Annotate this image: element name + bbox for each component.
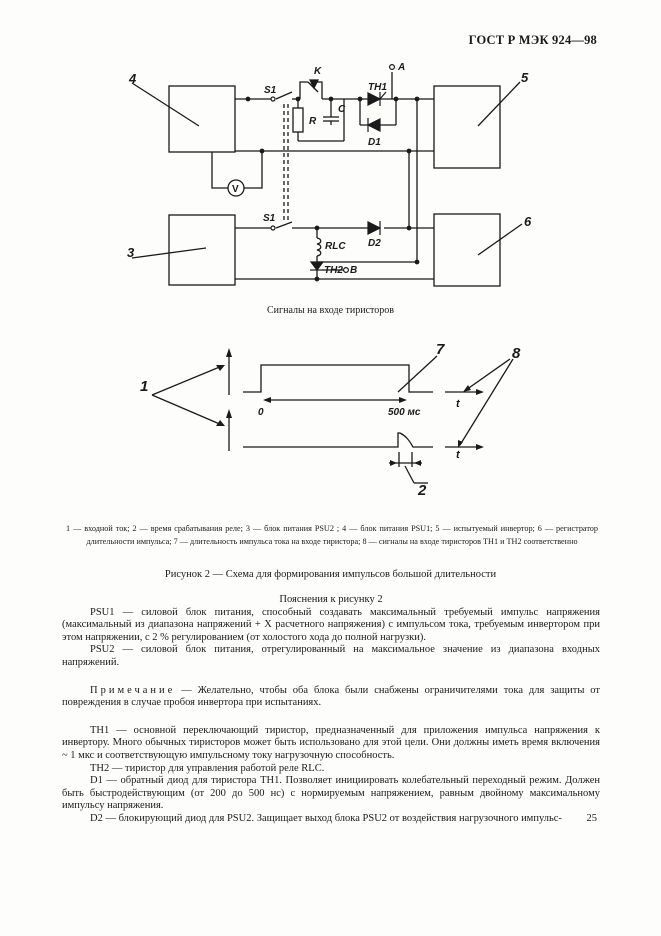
note-text: — Желательно, чтобы оба блока были снабжены ограничителями тока для защиты от повреждения в случае пробоя инвертора при испытаниях. [62, 684, 600, 709]
explanation-th2: TH2 — тиристор для управления работой реле RLC. [90, 762, 325, 774]
figure-legend: 1 — входной ток; 2 — время срабатывания реле; 3 — блок питания PSU2 ; 4 — блок питания PSU1; 5 — испытуемый инвертор; 6 — регистратор длительности импульса; 7 — длительность импульса тока на входе тиристора; 8 — сигналы на входе тиристоров TH1 и TH2 соответственно [66, 524, 598, 546]
figure-caption: Рисунок 2 — Схема для формирования импульсов большой длительности [164, 569, 497, 580]
label-d2: D2 [368, 238, 381, 249]
explanation-psu1: PSU1 — силовой блок питания, способный создавать максимальный требуемый импульс напряжения (максимальный из диапазона напряжений + X расчетного напряжения) с импульсом тока, требуемым инвертором при этом напряжении, с 2 % регулированием (от холостого хода до полной нагрузки). [62, 606, 600, 643]
callout-1: 1 [140, 378, 149, 395]
callout-5: 5 [521, 70, 529, 85]
explanation-d1: D1 — обратный диод для тиристора TH1. Позволяет инициировать колебательный переходный режим. Должен быть быстродействующим (от 200 до 500 нс) с нормируемым напряжением, равным двойному максимальному импульсу напряжения. [62, 775, 600, 812]
block-psu2 [169, 215, 235, 285]
signals-caption: Сигналы на входе тиристоров [266, 305, 395, 316]
label-s1-bottom: S1 [263, 213, 276, 224]
label-a: A [398, 62, 406, 73]
explanations [62, 594, 600, 826]
label-k: K [314, 66, 322, 77]
circuit-schematic [0, 0, 661, 300]
explanation-d2: D2 — блокирующий диод для PSU2. Защищает выход блока PSU2 от воздействия нагрузочного импульс- [90, 812, 562, 824]
callout-6: 6 [524, 214, 532, 229]
label-duration: 500 мс [388, 407, 421, 418]
label-r: R [309, 116, 317, 127]
label-th2: TH2 [324, 265, 343, 276]
label-c: C [338, 104, 346, 115]
explanation-th1: TH1 — основной переключающий тиристор, предназначенный для приложения импульса напряжения к инвертору. Много обычных тиристоров может быть использовано для этой цели. Они должны иметь время включения ~ 1 мкс и соответствующую импульсному току нагрузочную способность. [62, 724, 600, 761]
callout-2: 2 [418, 482, 427, 499]
label-t-top: t [456, 398, 460, 410]
callout-3: 3 [127, 245, 135, 260]
label-zero: 0 [258, 407, 264, 418]
block-psu1 [169, 86, 235, 152]
block-pulse-recorder [434, 214, 500, 286]
note [62, 685, 600, 710]
label-d1: D1 [368, 137, 381, 148]
signal-timing-diagram [0, 330, 661, 515]
explanations-title: Пояснения к рисунку 2 [279, 594, 383, 605]
note-label: Примечание [90, 684, 176, 696]
callout-7: 7 [436, 341, 445, 358]
block-inverter [434, 86, 500, 168]
document-header: ГОСТ Р МЭК 924—98 [468, 33, 597, 47]
explanation-psu2: PSU2 — силовой блок питания, отрегулированный на максимальное значение из диапазона входных напряжений. [62, 644, 600, 668]
label-rlc: RLC [325, 241, 346, 252]
label-t-bottom: t [456, 449, 460, 461]
label-b: B [350, 265, 358, 276]
label-th1: TH1 [368, 82, 387, 93]
page-number: 25 [586, 813, 597, 824]
callout-4: 4 [129, 71, 137, 86]
label-s1-top: S1 [264, 85, 277, 96]
callout-8: 8 [512, 345, 521, 362]
label-voltmeter: V [232, 184, 239, 195]
